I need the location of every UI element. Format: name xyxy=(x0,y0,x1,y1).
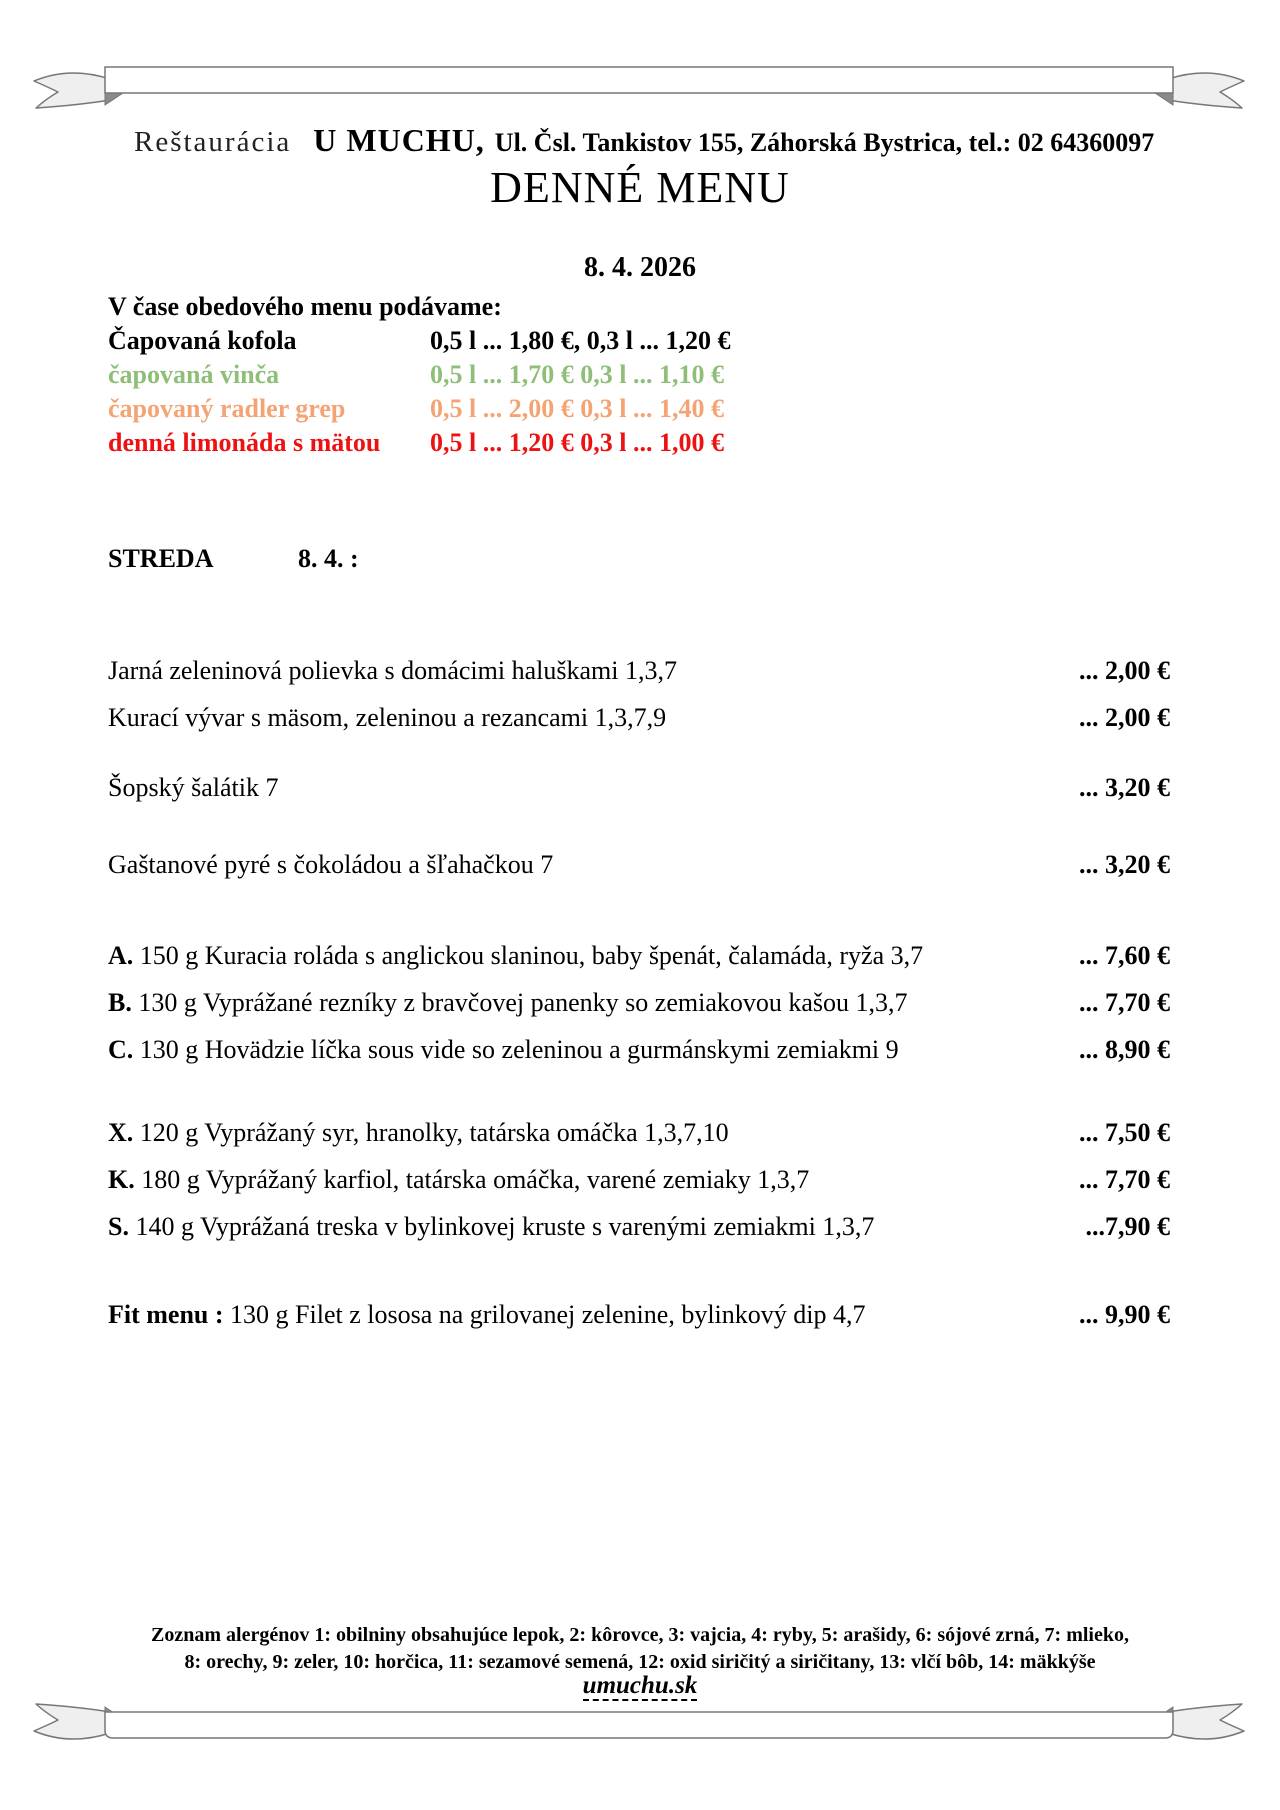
ribbon-right-tail xyxy=(1168,73,1244,108)
drinks-intro: V čase obedového menu podávame: xyxy=(108,292,502,321)
menu-item-prefix: B. xyxy=(108,988,132,1017)
menu-item-price: ... 7,70 € xyxy=(1079,1165,1170,1194)
menu-item-description xyxy=(108,1026,899,1073)
menu-item-price: ...7,90 € xyxy=(1085,1212,1170,1241)
drink-prices: 0,5 l ... 1,80 €, 0,3 l ... 1,20 € xyxy=(430,326,731,355)
course-group-standing-offer xyxy=(108,1109,1170,1250)
menu-item-description xyxy=(108,764,278,811)
ribbon-right-tail xyxy=(1168,1704,1244,1739)
restaurant-address: Ul. Čsl. Tankistov 155, Záhorská Bystrica, tel.: 02 64360097 xyxy=(494,128,1155,157)
menu-item-row xyxy=(108,841,1170,888)
day-header xyxy=(108,544,359,574)
menu-item-row xyxy=(108,694,1170,741)
menu-item-description xyxy=(108,932,923,979)
drink-name: čapovaná vinča xyxy=(108,360,280,389)
menu-item-row xyxy=(108,764,1170,811)
menu-item-prefix: A. xyxy=(108,941,134,970)
menu-item-text: Jarná zeleninová polievka s domácimi haluškami 1,3,7 xyxy=(108,656,677,685)
menu-item-description xyxy=(108,1203,874,1250)
menu-item-row xyxy=(108,979,1170,1026)
drink-row xyxy=(108,358,1088,392)
menu-item-text: 130 g Hovädzie líčka sous vide so zeleninou a gurmánskymi zemiakmi 9 xyxy=(133,1035,899,1064)
bottom-ribbon-banner xyxy=(0,1680,1280,1810)
header-line xyxy=(134,122,1154,159)
menu-item-row xyxy=(108,647,1170,694)
course-group-soups xyxy=(108,647,1170,741)
menu-item-description xyxy=(108,1109,729,1156)
menu-item-prefix: Fit menu : xyxy=(108,1300,224,1329)
menu-item-prefix: C. xyxy=(108,1035,134,1064)
allergen-list xyxy=(0,1622,1280,1676)
ribbon-left-tail xyxy=(34,73,110,108)
menu-item-text: 130 g Filet z lososa na grilovanej zelenine, bylinkový dip 4,7 xyxy=(223,1300,866,1329)
day-date-label: 8. 4. : xyxy=(298,544,359,573)
drink-row xyxy=(108,392,1088,426)
course-group-fit-menu xyxy=(108,1291,1170,1338)
menu-item-price: ... 7,60 € xyxy=(1079,941,1170,970)
menu-item-description xyxy=(108,694,666,741)
menu-item-description xyxy=(108,979,908,1026)
drink-name: Čapovaná kofola xyxy=(108,326,297,355)
menu-item-text: 140 g Vyprážaná treska v bylinkovej kruste s varenými zemiakmi 1,3,7 xyxy=(128,1212,875,1241)
menu-item-prefix: K. xyxy=(108,1165,135,1194)
menu-item-price: ... 7,50 € xyxy=(1079,1118,1170,1147)
drink-prices: 0,5 l ... 1,70 € 0,3 l ... 1,10 € xyxy=(430,360,724,389)
menu-item-price: ... 9,90 € xyxy=(1079,1300,1170,1329)
menu-item-description xyxy=(108,1156,809,1203)
menu-item-description xyxy=(108,647,677,694)
menu-item-prefix: X. xyxy=(108,1118,134,1147)
menu-item-prefix: S. xyxy=(108,1212,129,1241)
menu-item-description xyxy=(108,1291,866,1338)
menu-item-text: 130 g Vyprážané rezníky z bravčovej panenky so zemiakovou kašou 1,3,7 xyxy=(131,988,908,1017)
drink-prices: 0,5 l ... 2,00 € 0,3 l ... 1,40 € xyxy=(430,394,724,423)
menu-item-row xyxy=(108,1156,1170,1203)
menu-item-description xyxy=(108,841,553,888)
menu-item-row xyxy=(108,1026,1170,1073)
allergen-line-2: 8: orechy, 9: zeler, 10: horčica, 11: sezamové semená, 12: oxid siričitý a siričitany, 13: vlčí bôb, 14: mäkkýše xyxy=(184,1651,1096,1673)
restaurant-label: Reštaurácia xyxy=(134,126,292,158)
menu-item-row xyxy=(108,1203,1170,1250)
allergen-line-1: Zoznam alergénov 1: obilniny obsahujúce lepok, 2: kôrovce, 3: vajcia, 4: ryby, 5: arašidy, 6: sójové zrná, 7: mlieko, xyxy=(151,1624,1129,1646)
drinks-section xyxy=(108,290,1088,460)
menu-date: 8. 4. 2026 xyxy=(584,252,696,283)
menu-item-row xyxy=(108,932,1170,979)
menu-item-price: ... 3,20 € xyxy=(1079,773,1170,802)
ribbon-left-tail xyxy=(34,1704,110,1739)
top-ribbon-banner xyxy=(0,0,1280,130)
menu-item-text: Kurací vývar s mäsom, zeleninou a rezancami 1,3,7,9 xyxy=(108,703,667,732)
menu-item-text: 120 g Vyprážaný syr, hranolky, tatárska omáčka 1,3,7,10 xyxy=(133,1118,729,1147)
drink-row xyxy=(108,324,1088,358)
drinks-list xyxy=(108,324,1088,460)
restaurant-name: U MUCHU, xyxy=(313,122,485,158)
ribbon-left-fold xyxy=(105,93,123,105)
page-title: DENNÉ MENU xyxy=(490,163,790,212)
menu-item-text: Šopský šalátik 7 xyxy=(108,773,279,802)
menu-item-row xyxy=(108,1291,1170,1338)
menu-item-text: 180 g Vyprážaný karfiol, tatárska omáčka, varené zemiaky 1,3,7 xyxy=(134,1165,810,1194)
course-group-dessert xyxy=(108,841,1170,888)
website-link[interactable]: umuchu.sk xyxy=(582,1672,698,1699)
menu-item-row xyxy=(108,1109,1170,1156)
drink-row xyxy=(108,426,1088,460)
ribbon-body xyxy=(105,67,1173,93)
ribbon-body xyxy=(105,1712,1173,1738)
menu-item-text: 150 g Kuracia roláda s anglickou slaninou, baby špenát, čalamáda, ryža 3,7 xyxy=(133,941,924,970)
menu-item-price: ... 2,00 € xyxy=(1079,703,1170,732)
menu-item-price: ... 3,20 € xyxy=(1079,850,1170,879)
drink-prices: 0,5 l ... 1,20 € 0,3 l ... 1,00 € xyxy=(430,428,724,457)
menu-item-price: ... 7,70 € xyxy=(1079,988,1170,1017)
drink-name: denná limonáda s mätou xyxy=(108,428,381,457)
day-name: STREDA xyxy=(108,544,214,573)
menu-item-price: ... 8,90 € xyxy=(1079,1035,1170,1064)
course-group-salad xyxy=(108,764,1170,811)
ribbon-right-fold xyxy=(1155,93,1173,105)
drink-name: čapovaný radler grep xyxy=(108,394,346,423)
menu-item-price: ... 2,00 € xyxy=(1079,656,1170,685)
menu-item-text: Gaštanové pyré s čokoládou a šľahačkou 7 xyxy=(108,850,554,879)
course-group-main-dishes xyxy=(108,932,1170,1073)
